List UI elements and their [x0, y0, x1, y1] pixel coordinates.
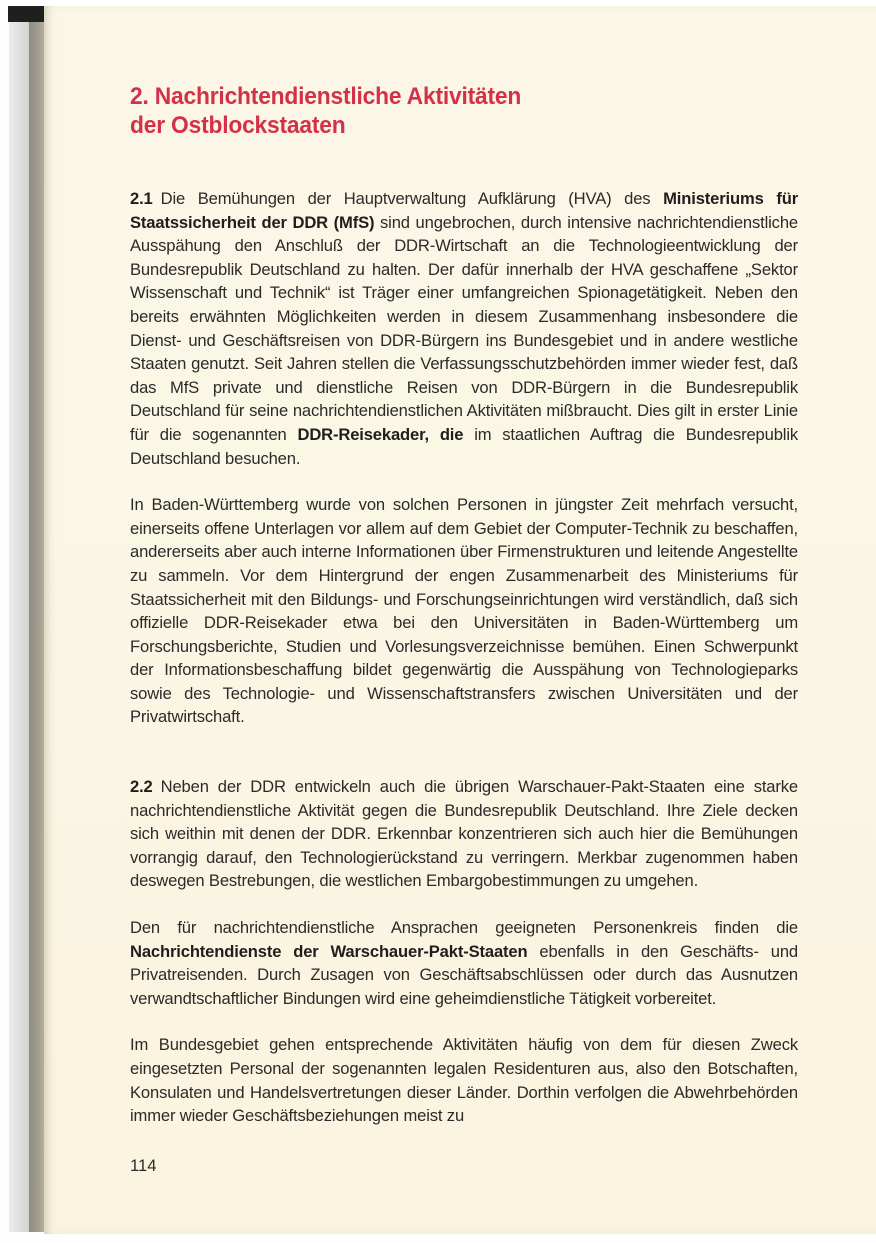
scan-corner-dark [8, 6, 44, 22]
scan-margin-left [0, 0, 9, 1243]
section-number: 2.1 [130, 189, 153, 208]
section-number: 2.2 [130, 777, 153, 797]
scan-margin-bottom [0, 1234, 876, 1243]
text-run: im staatlichen Auftrag die Bundesrepublik Deutschland besuchen. [130, 424, 798, 468]
section-2-1-paragraph-1 [130, 187, 798, 470]
text-run: Die Bemühungen der Hauptverwaltung Aufklärung (HVA) des [160, 189, 664, 208]
emphasis-mfs: Ministeriums für Staatssicherheit der DDR (MfS) [130, 189, 799, 232]
section-2-2-paragraph-3: Im Bundesgebiet gehen entsprechende Aktivitäten häufig von dem für diesen Zweck eingesetzten Personal der sogenannten legalen Residenturen aus, also den Botschaften, Konsulaten und Handelsvertretungen dieser Länder. Dorthin verfolgen die Abwehrbehörden immer wieder Geschäftsbeziehungen meist zu [130, 1035, 798, 1126]
chapter-heading [130, 82, 751, 140]
page-content [130, 82, 798, 1128]
section-2-2-paragraph-2 [130, 916, 798, 1010]
text-run: Den für nachrichtendienstliche Ansprachen geeigneten Personenkreis finden die [130, 918, 798, 938]
section-2-1-paragraph-2: In Baden-Württemberg wurde von solchen Personen in jüngster Zeit mehrfach versucht, einerseits offene Unterlagen vor allem auf dem Gebiet der Computer-Technik zu beschaffen, andererseits aber auch interne Informationen über Firmenstrukturen und leitende Angestellte zu sammeln. Vor dem Hintergrund der engen Zusammenarbeit des Ministeriums für Staatssicherheit mit den Bildungs- und Forschungseinrichtungen wird verständlich, daß sich offizielle DDR-Reisekader etwa bei den Universitäten in Baden-Württemberg um Forschungsberichte, Studien und Vorlesungsverzeichnisse bemühen. Einen Schwerpunkt der Informationsbeschaffung bildet gegenwärtig die Ausspähung von Technologieparks sowie des Technologie- und Wissenschaftstransfers zwischen Universitäten und der Privatwirtschaft. [130, 495, 798, 727]
emphasis-warschauer-pakt: Nachrichtendienste der Warschauer-Pakt-Staaten [130, 941, 528, 961]
text-run: sind ungebrochen, durch intensive nachrichtendienstliche Ausspähung den Anschluß der DDR-Wirtschaft an die Technologieentwicklung der Bundesrepublik Deutschland zu halten. Der dafür innerhalb der HVA geschaffene „Sektor Wissenschaft und Technik“ ist Träger einer umfangreichen Spionagetätigkeit. Neben den bereits erwähnten Möglichkeiten werden in diesem Zusammenhang insbesondere die Dienst- und Geschäftsreisen von DDR-Bürgern ins Bundesgebiet und in andere westliche Staaten genutzt. Seit Jahren stellen die Verfassungsschutzbehörden immer wieder fest, daß das MfS private und dienstliche Reisen von DDR-Bürgern in die Bundesrepublik Deutschland für seine nachrichtendienstlichen Aktivitäten mißbraucht. Dies gilt in erster Linie für die sogenannten [130, 212, 798, 444]
chapter-heading-line-1: 2. Nachrichtendienstliche Aktivitäten [130, 83, 522, 110]
section-2-2-paragraph-1 [130, 775, 798, 893]
text-run: ebenfalls in den Geschäfts- und Privatreisenden. Durch Zusagen von Geschäftsabschlüssen oder durch das Ausnutzen verwandtschaftlicher Bindungen wird eine geheimdienstliche Tätigkeit vorbereitet. [130, 941, 798, 1008]
chapter-heading-line-2: der Ostblockstaaten [130, 112, 346, 139]
book-page [44, 6, 876, 1234]
text-run: Neben der DDR entwickeln auch die übrigen Warschauer-Pakt-Staaten eine starke nachrichtendienstliche Aktivität gegen die Bundesrepublik Deutschland. Ihre Ziele decken sich weithin mit denen der DDR. Erkennbar konzentrieren sich auch hier die Bemühungen vorrangig darauf, den Technologierückstand zu verringern. Merkbar zugenommen haben deswegen Bestrebungen, die westlichen Embargobestimmungen zu umgehen. [130, 777, 798, 891]
page-number: 114 [130, 1156, 157, 1175]
emphasis-reisekader: DDR-Reisekader, die [297, 424, 464, 444]
scan-shadow-strip [9, 22, 29, 1232]
